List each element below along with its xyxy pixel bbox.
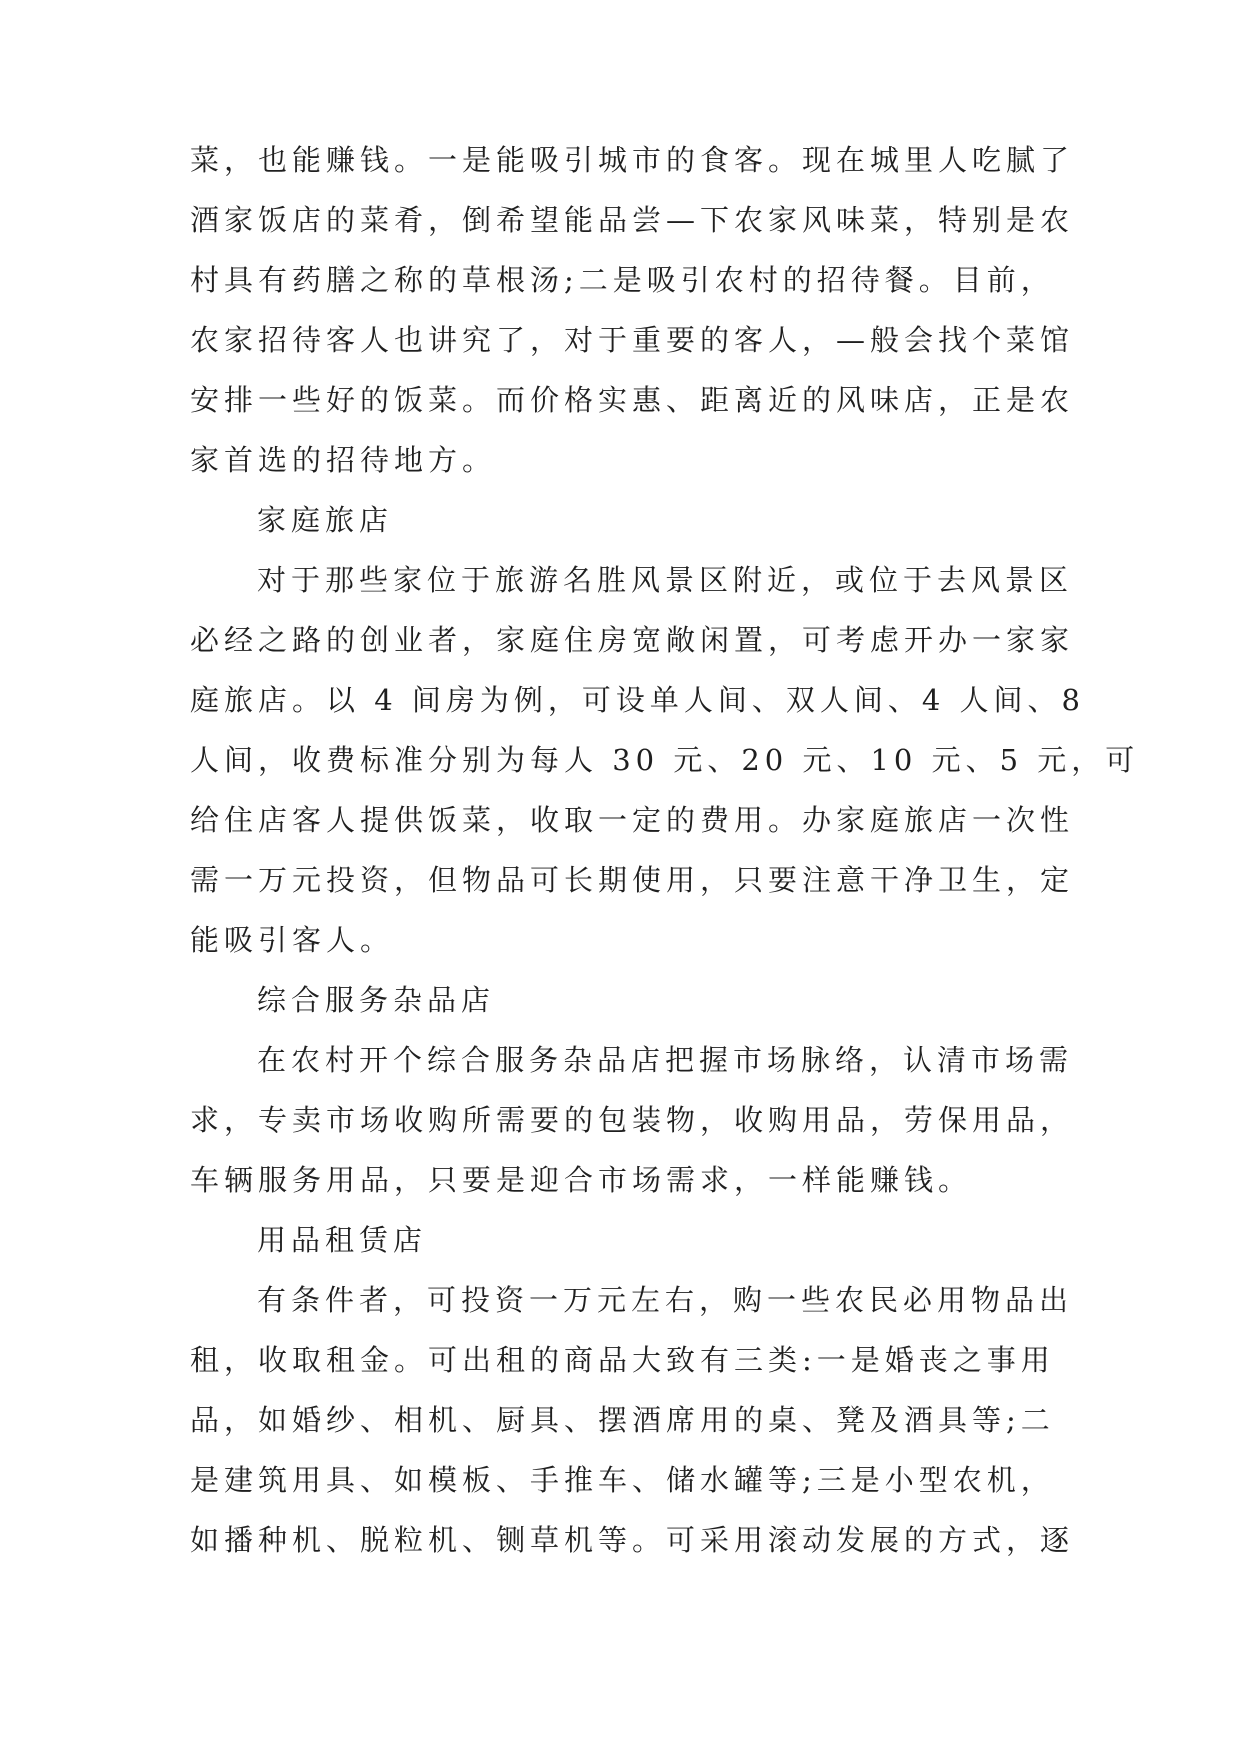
section-heading: 用品租赁店 [257,1223,428,1257]
body-text-line: 农家招待客人也讲究了，对于重要的客人，—般会找个菜馆 [190,323,1075,357]
body-text-line: 给住店客人提供饭菜，收取一定的费用。办家庭旅店一次性 [190,803,1075,837]
section-heading: 家庭旅店 [257,503,394,537]
body-text-line: 酒家饭店的菜肴，倒希望能品尝—下农家风味菜，特别是农 [190,203,1075,237]
body-text-line: 人间，收费标准分别为每人 30 元、20 元、10 元、5 元，可 [190,743,1140,777]
body-text-line: 在农村开个综合服务杂品店把握市场脉络，认清市场需 [257,1043,1074,1077]
body-text-line: 村具有药膳之称的草根汤;二是吸引农村的招待餐。目前， [190,263,1055,297]
section-heading: 综合服务杂品店 [257,983,496,1017]
body-text-line: 菜，也能赚钱。一是能吸引城市的食客。现在城里人吃腻了 [190,143,1075,177]
body-text-line: 必经之路的创业者，家庭住房宽敞闲置，可考虑开办一家家 [190,623,1075,657]
body-text-line: 庭旅店。以 4 间房为例，可设单人间、双人间、4 人间、8 [190,683,1086,717]
body-text-line: 家首选的招待地方。 [190,443,497,477]
body-text-line: 车辆服务用品，只要是迎合市场需求，一样能赚钱。 [190,1163,973,1197]
body-text-line: 对于那些家位于旅游名胜风景区附近，或位于去风景区 [257,563,1074,597]
body-text-line: 能吸引客人。 [190,923,395,957]
body-text-line: 租，收取租金。可出租的商品大致有三类:一是婚丧之事用 [190,1343,1055,1377]
body-text-line: 是建筑用具、如模板、手推车、储水罐等;三是小型农机， [190,1463,1055,1497]
body-text-line: 有条件者，可投资一万元左右，购一些农民必用物品出 [257,1283,1074,1317]
body-text-line: 如播种机、脱粒机、铡草机等。可采用滚动发展的方式，逐 [190,1523,1075,1557]
body-text-line: 安排一些好的饭菜。而价格实惠、距离近的风味店，正是农 [190,383,1075,417]
body-text-line: 品，如婚纱、相机、厨具、摆酒席用的桌、凳及酒具等;二 [190,1403,1055,1437]
body-text-line: 求，专卖市场收购所需要的包装物，收购用品，劳保用品， [190,1103,1075,1137]
body-text-line: 需一万元投资，但物品可长期使用，只要注意干净卫生，定 [190,863,1075,897]
